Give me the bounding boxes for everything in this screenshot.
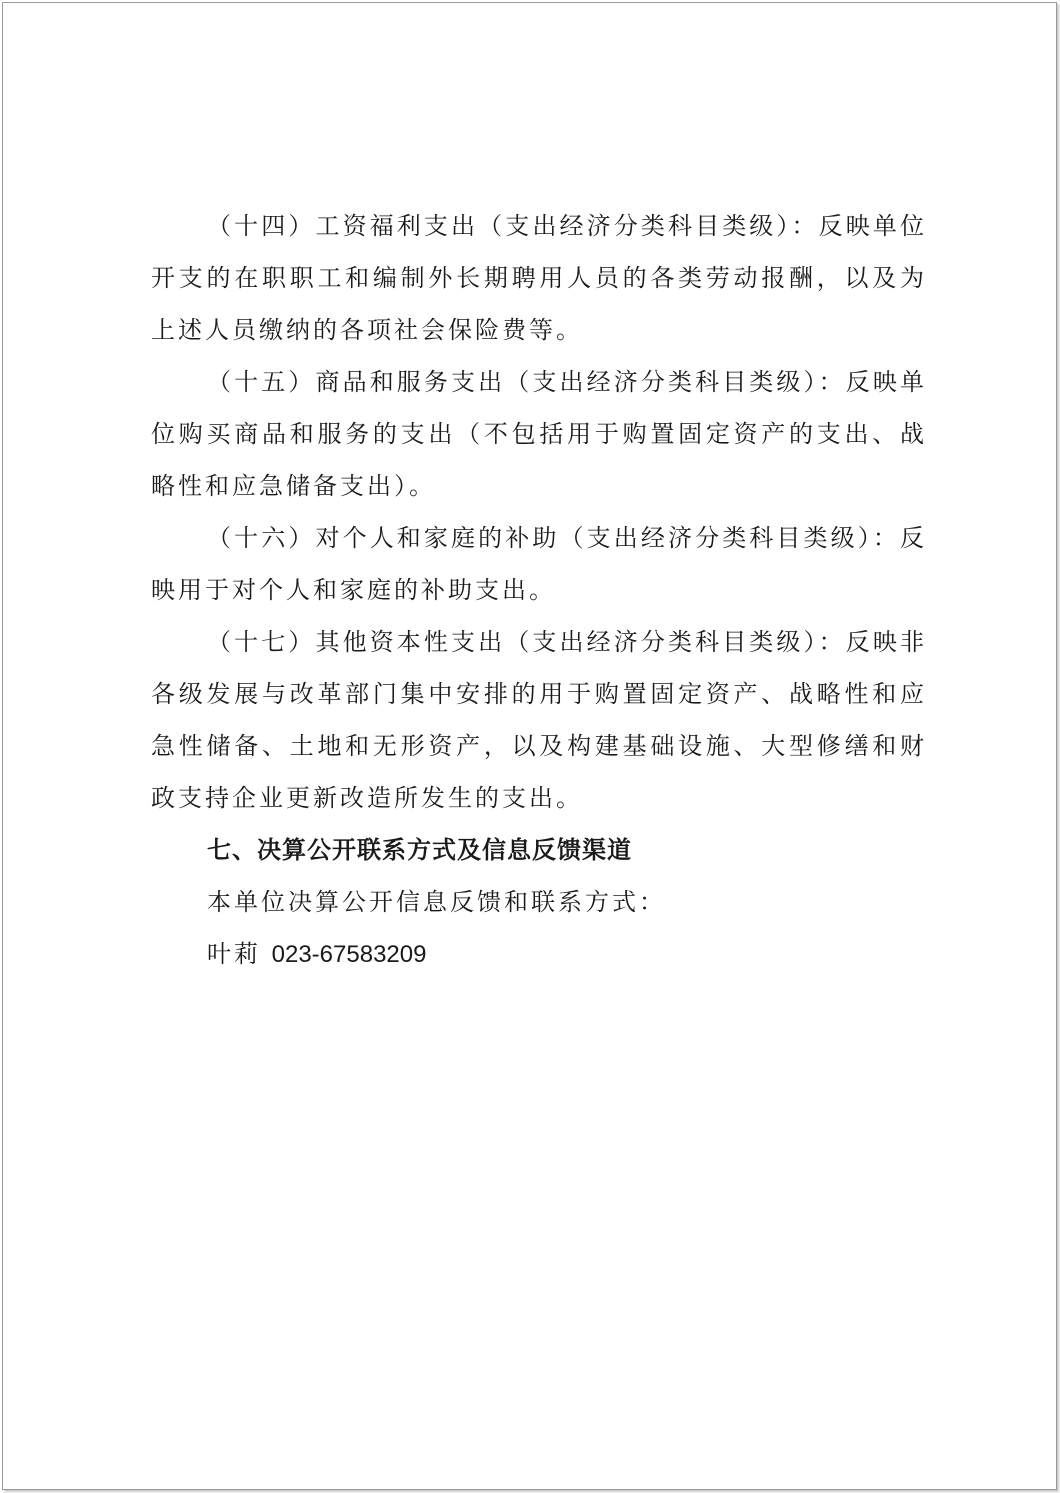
paragraph-goods-services: （十五）商品和服务支出（支出经济分类科目类级）：反映单位购买商品和服务的支出（不包括用于购置固定资产的支出、战略性和应急储备支出）。 [151, 368, 927, 500]
contact-phone: 023-67583209 [271, 941, 427, 968]
paragraph-salary-welfare: （十四）工资福利支出（支出经济分类科目类级）：反映单位开支的在职职工和编制外长期聘用人员的各类劳动报酬，以及为上述人员缴纳的各项社会保险费等。 [151, 212, 927, 344]
contact-intro: 本单位决算公开信息反馈和联系方式： [207, 888, 666, 916]
contact-line [151, 928, 927, 981]
contact-name: 叶莉 [207, 940, 261, 968]
document-body [151, 200, 927, 981]
paragraph-household-subsidy: （十六）对个人和家庭的补助（支出经济分类科目类级）：反映用于对个人和家庭的补助支出。 [151, 524, 927, 604]
section-heading: 七、决算公开联系方式及信息反馈渠道 [207, 836, 632, 864]
document-page [2, 2, 1057, 1490]
paragraph-other-capital: （十七）其他资本性支出（支出经济分类科目类级）：反映非各级发展与改革部门集中安排的用于购置固定资产、战略性和应急性储备、土地和无形资产，以及构建基础设施、大型修缮和财政支持企业更新改造所发生的支出。 [151, 628, 927, 812]
